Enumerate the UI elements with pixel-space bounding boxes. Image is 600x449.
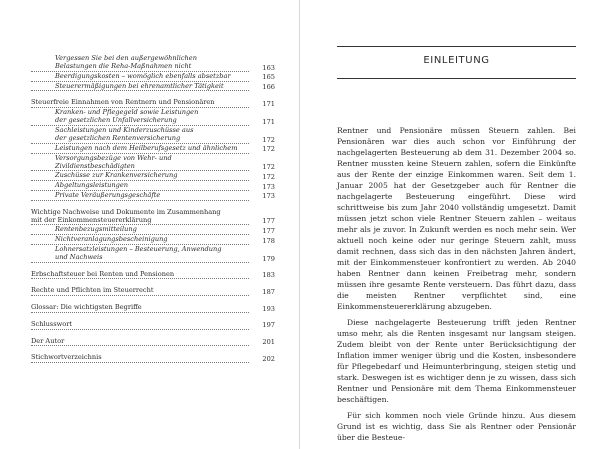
body-text [337, 125, 576, 448]
heading-bottom-rule [337, 78, 576, 79]
toc-entry-page-number: 166 [262, 83, 275, 92]
toc-entry [31, 286, 275, 296]
body-paragraph: Diese nachgelagerte Besteuerung trifft jeden Rentner umso mehr, als die Renten insgesamt nur langsam steigen. Zudem bleibt von der Rente unter Berücksichtigung der Inflation immer weniger übrig und die Kosten, insbesondere für Pflegebedarf und Heimunterbringung, steigen stetig und stark. Deswegen ist es wichtiger denn je zu wissen, dass sich Rentner und Pensionäre mit dem Thema Einkommensteuer beschäftigen. [337, 318, 576, 404]
toc-entry-page-number: 183 [262, 271, 275, 280]
toc-entry-page-number: 173 [262, 192, 275, 201]
toc-entry-title: Lohnersatzleistungen – Besteuerung, Anwendung und Nachweis [31, 245, 249, 263]
toc-entry-page-number: 178 [262, 236, 275, 245]
toc-entry [31, 154, 275, 172]
toc-entry-page-number: 172 [262, 135, 275, 144]
toc-entry-page-number: 172 [262, 172, 275, 181]
toc-entry-title: Wichtige Nachweise und Dokumente im Zusammenhang mit der Einkommensteuererklärung [31, 208, 249, 226]
toc-entry-page-number: 172 [262, 163, 275, 172]
toc-entry-title: Stichwortverzeichnis [31, 353, 249, 363]
toc-entry-title: Zuschüsse zur Krankenversicherung [31, 171, 249, 181]
toc-entry-title: Abgeltungsleistungen [31, 181, 249, 191]
toc-entry-page-number: 165 [262, 73, 275, 82]
toc-entry [31, 191, 275, 201]
toc-entry-title: Der Autor [31, 337, 249, 347]
toc-entry-title: Kranken- und Pflegegeld sowie Leistungen der gesetzlichen Unfallversicherung [31, 108, 249, 126]
toc-entry-title: Rechte und Pflichten im Steuerrecht [31, 286, 249, 296]
toc-entry-page-number: 201 [262, 338, 275, 347]
table-of-contents [31, 54, 275, 363]
toc-entry [31, 108, 275, 126]
toc-entry [31, 353, 275, 363]
toc-entry [31, 245, 275, 263]
toc-entry [31, 98, 275, 108]
toc-entry [31, 72, 275, 82]
toc-entry-title: Glossar: Die wichtigsten Begriffe [31, 303, 249, 313]
toc-entry-page-number: 179 [262, 254, 275, 263]
toc-entry [31, 82, 275, 92]
toc-entry-title: Steuerermäßigungen bei ehrenamtlicher Tätigkeit [31, 82, 249, 92]
heading-top-rule [337, 46, 576, 47]
right-page [301, 0, 600, 449]
toc-entry-title: Schlusswort [31, 320, 249, 330]
toc-entry [31, 225, 275, 235]
toc-entry [31, 171, 275, 181]
toc-entry-page-number: 177 [262, 226, 275, 235]
toc-entry-title: Private Veräußerungsgeschäfte [31, 191, 249, 201]
toc-entry-page-number: 173 [262, 182, 275, 191]
toc-entry [31, 54, 275, 72]
toc-entry [31, 320, 275, 330]
toc-entry-title: Beerdigungskosten – womöglich ebenfalls absetzbar [31, 72, 249, 82]
toc-entry-page-number: 187 [262, 287, 275, 296]
toc-entry-title: Steuerfreie Einnahmen von Rentnern und Pensionären [31, 98, 249, 108]
toc-entry [31, 235, 275, 245]
toc-entry [31, 303, 275, 313]
toc-entry-title: Vergessen Sie bei den außergewöhnlichen Belastungen die Reha-Maßnahmen nicht [31, 54, 249, 72]
chapter-heading: EINLEITUNG [423, 55, 490, 66]
toc-entry [31, 126, 275, 144]
toc-entry-page-number: 177 [262, 217, 275, 226]
toc-entry-title: Leistungen nach dem Heilberufsgesetz und ähnlichem [31, 144, 249, 154]
toc-entry-page-number: 172 [262, 145, 275, 154]
toc-entry-page-number: 193 [262, 304, 275, 313]
toc-entry-title: Nichtveranlagungsbescheinigung [31, 235, 249, 245]
toc-entry [31, 181, 275, 191]
toc-entry [31, 144, 275, 154]
toc-entry-page-number: 171 [262, 117, 275, 126]
toc-entry [31, 270, 275, 280]
toc-entry-title: Versorgungsbezüge von Wehr- und Zivildienstbeschädigten [31, 154, 249, 172]
toc-entry-title: Rentenbezugsmitteilung [31, 225, 249, 235]
body-paragraph: Rentner und Pensionäre müssen Steuern zahlen. Bei Pensionären war dies auch schon vor Einführung der nachgelagerten Besteuerung ab dem 31. Dezember 2004 so. Rentner mussten keine Steuern zahlen, sofern die Einkünfte aus der Rente der einzige Einkommen waren. Seit dem 1. Januar 2005 hat der Gesetzgeber auch für Rentner die nachgelagerte Besteuerung eingeführt. Diese wird schrittweise bis zum Jahr 2040 vollständig umgesetzt. Damit müssen jetzt schon viele Rentner Steuern zahlen – weitaus mehr als je zuvor. In Zukunft werden es noch mehr sein. Wer aktuell noch keine oder nur geringe Steuern zahlt, muss damit rechnen, dass sich das in den nächsten Jahren ändert, mit der Einkommensteuer konfrontiert zu werden. Ab 2040 haben Rentner dann keinen Freibetrag mehr, sondern müssen ihre gesamte Rente versteuern. Das führt dazu, dass die meisten Rentner verpflichtet sind, eine Einkommensteuererklärung abzugeben. [337, 126, 576, 311]
toc-entry-page-number: 197 [262, 321, 275, 330]
body-paragraph: Für sich kommen noch viele Gründe hinzu. Aus diesem Grund ist es wichtig, dass Sie als Rentner oder Pensionär über die Besteue- [337, 411, 576, 442]
toc-entry [31, 208, 275, 226]
toc-entry-title: Erbschaftsteuer bei Renten und Pensionen [31, 270, 249, 280]
toc-entry [31, 337, 275, 347]
toc-entry-page-number: 163 [262, 63, 275, 72]
toc-entry-page-number: 171 [262, 99, 275, 108]
toc-entry-page-number: 202 [262, 354, 275, 363]
toc-entry-title: Sachleistungen und Kinderzuschüsse aus der gesetzlichen Rentenversicherung [31, 126, 249, 144]
